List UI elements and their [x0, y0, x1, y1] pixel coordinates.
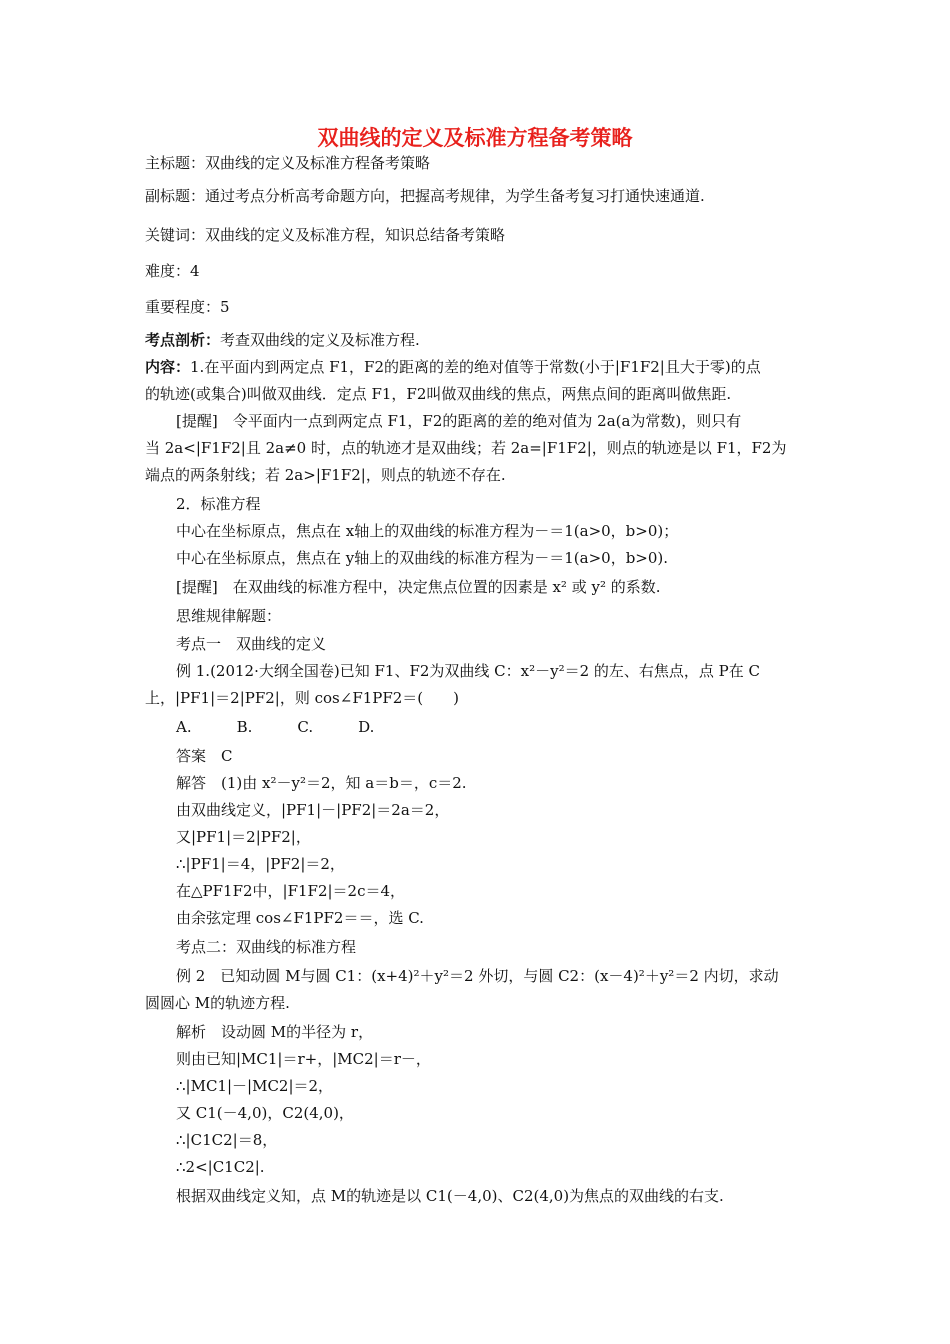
analysis-2-line-1: 解析 设动圆 M的半径为 r，	[176, 1023, 374, 1041]
content-line-2: 的轨迹(或集合)叫做双曲线．定点 F1，F2叫做双曲线的焦点，两焦点间的距离叫做焦距.	[145, 385, 732, 403]
analysis-line: 考点剖析：考查双曲线的定义及标准方程.	[145, 331, 420, 349]
solution-line-3: 又|PF1|＝2|PF2|，	[176, 828, 311, 846]
x-axis-equation-line: 中心在坐标原点，焦点在 x轴上的双曲线的标准方程为－＝1(a>0，b>0)；	[176, 522, 679, 540]
analysis-2-line-2: 则由已知|MC1|＝r+，|MC2|＝r－，	[176, 1050, 431, 1068]
keywords-line: 关键词：双曲线的定义及标准方程，知识总结备考策略	[145, 226, 506, 244]
topic-2-heading: 考点二：双曲线的标准方程	[176, 938, 357, 956]
thinking-method-heading: 思维规律解题：	[176, 607, 282, 625]
solution-line-5: 在△PF1F2中，|F1F2|＝2c＝4，	[176, 882, 406, 900]
subtitle-line: 副标题：通过考点分析高考命题方向，把握高考规律，为学生备考复习打通快速通道.	[145, 187, 705, 205]
analysis-2-line-5: ∴|C1C2|＝8，	[176, 1131, 278, 1149]
topic-1-heading: 考点一 双曲线的定义	[176, 635, 327, 653]
example-2-line-2: 圆圆心 M的轨迹方程.	[145, 994, 290, 1012]
solution-line-4: ∴|PF1|＝4，|PF2|＝2，	[176, 855, 345, 873]
main-title-line: 主标题：双曲线的定义及标准方程备考策略	[145, 154, 431, 172]
reminder-1-line-3: 端点的两条射线；若 2a>|F1F2|，则点的轨迹不存在.	[145, 466, 506, 484]
solution-line-6: 由余弦定理 cos∠F1PF2＝＝，选 C.	[176, 909, 424, 927]
solution-line-2: 由双曲线定义，|PF1|－|PF2|＝2a＝2，	[176, 801, 450, 819]
example-1-line-2: 上，|PF1|＝2|PF2|，则 cos∠F1PF2＝( )	[145, 689, 460, 707]
y-axis-equation-line: 中心在坐标原点，焦点在 y轴上的双曲线的标准方程为－＝1(a>0，b>0).	[176, 549, 669, 567]
example-1-line-1: 例 1.(2012·大纲全国卷)已知 F1、F2为双曲线 C：x²－y²＝2 的左、右焦点，点 P在 C	[176, 662, 761, 680]
example-1-options: A. B. C. D.	[176, 718, 375, 736]
example-1-answer: 答案 C	[176, 747, 233, 765]
reminder-2-line: [提醒] 在双曲线的标准方程中，决定焦点位置的因素是 x² 或 y² 的系数.	[176, 578, 661, 596]
solution-line-1: 解答 (1)由 x²－y²＝2，知 a＝b＝，c＝2.	[176, 774, 467, 792]
analysis-2-line-6: ∴2<|C1C2|.	[176, 1158, 265, 1176]
importance-line: 重要程度：5	[145, 298, 230, 316]
example-2-line-1: 例 2 已知动圆 M与圆 C1：(x+4)²＋y²＝2 外切，与圆 C2：(x－4)²＋y²＝2 内切，求动	[176, 967, 779, 985]
difficulty-line: 难度：4	[145, 262, 200, 280]
analysis-2-line-3: ∴|MC1|－|MC2|＝2，	[176, 1077, 334, 1095]
standard-equation-heading: 2．标准方程	[176, 495, 261, 513]
reminder-1-line-2: 当 2a<|F1F2|且 2a≠0 时，点的轨迹才是双曲线；若 2a=|F1F2|，则点的轨迹是以 F1，F2为	[145, 439, 787, 457]
analysis-2-line-4: 又 C1(－4,0)，C2(4,0)，	[176, 1104, 354, 1122]
content-line-1: 内容：1.在平面内到两定点 F1，F2的距离的差的绝对值等于常数(小于|F1F2|且大于零)的点	[145, 358, 761, 376]
document-title: 双曲线的定义及标准方程备考策略	[317, 126, 633, 150]
analysis-2-conclusion: 根据双曲线定义知，点 M的轨迹是以 C1(－4,0)、C2(4,0)为焦点的双曲线的右支.	[176, 1187, 724, 1205]
reminder-1-line-1: [提醒] 令平面内一点到两定点 F1，F2的距离的差的绝对值为 2a(a为常数)，则只有	[176, 412, 742, 430]
